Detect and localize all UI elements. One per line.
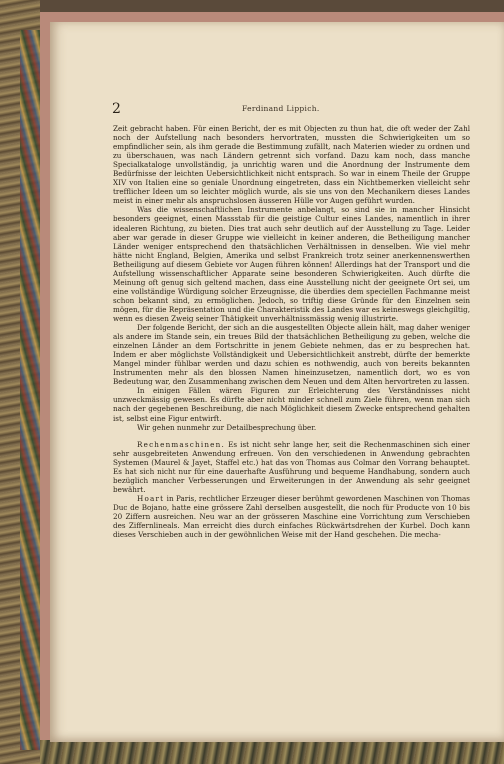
paragraph: Wir gehen nunmehr zur Detailbesprechung über.	[137, 422, 317, 432]
paragraph: Der folgende Bericht, der sich an die ausgestellten Objecte allein hält, mag daher weniger als andere im Stande sein, ein treues Bild der thatsächlichen Betheiligung zu geben, welche die einzelnen Länder an dem Fortschritte in jenem Gebiete nehmen, das er zu besprechen hat. Indem er aber möglichste Vollständigkeit und Uebersichtlichkeit anstrebt, dürfte der bemerkte Mangel minder fühlbar werden und dazu schien es nothwendig, auch von bereits bekannten Instrumenten mehr als den blossen Namen hineinzusetzen, namentlich dort, wo es von Bedeutung war, den Zusammenhang zwischen dem Neuen und dem Alten hervortreten zu lassen.	[113, 323, 470, 387]
section-text: in Paris, rechtlicher Erzeuger dieser berühmt gewordenen Maschinen von Thomas Duc de Bojano, hatte eine grössere Zahl derselben ausgestellt, die noch für Producte von 10 bis 20 Ziffern ausreichen. Neu war an der grösseren Maschine eine Vorrichtung zum Verschieben des Ziffernlineals. Man erreicht dies durch einfaches Rückwärtsdrehen der Kurbel. Doch kann dieses Verschieben auch in der gewöhnlichen Weise mit der Hand geschehen. Die mecha-	[113, 493, 470, 540]
section-paragraph	[113, 494, 470, 539]
marbled-bottom-edge	[40, 740, 504, 764]
section-heading: Rechenmaschinen.	[137, 439, 225, 449]
marbled-endpaper	[20, 30, 42, 750]
paragraph: Was die wissenschaftlichen Instrumente anbelangt, so sind sie in mancher Hinsicht besonders geeignet, einen Massstab für die geistige Cultur eines Landes, namentlich in ihrer idealeren Richtung, zu bieten. Dies trat auch sehr deutlich auf der Ausstellung zu Tage. Leider aber war gerade in dieser Gruppe wie vielleicht in keiner anderen, die Betheiligung mancher Länder weniger entsprechend den thatsächlichen Verhältnissen in denselben. Wie viel mehr hätte nicht England, Belgien, Amerika und selbst Frankreich trotz seiner anerkennenswerthen Betheiligung auf diesem Gebiete vor Augen führen können! Allerdings hat der Transport und die Aufstellung wissenschaftlicher Apparate seine besonderen Schwierigkeiten. Auch dürfte die Meinung oft genug sich geltend machen, dass eine Ausstellung nicht der geeignete Ort sei, um eine vollständige Würdigung solcher Erzeugnisse, die überdies dem speciellen Fachmanne meist schon bekannt sind, zu ermöglichen. Jedoch, so triftig diese Gründe für den Einzelnen sein mögen, für die Repräsentation und die Charakteristik des Landes war es keineswegs gleichgiltig, wenn es diesen Zweig seiner Thätigkeit unverhältnissmässig wenig illustrirte.	[113, 205, 470, 323]
maker-name: Hoart	[137, 493, 165, 503]
paragraph: Zeit gebracht haben. Für einen Bericht, der es mit Objecten zu thun hat, die oft weder der Zahl noch der Aufstellung nach besonders hervortraten, mussten die Schwierigkeiten um so empfindlicher sein, als ihm gerade die Bestimmung zufällt, nach Materien wieder zu ordnen und zu überschauen, was nach Ländern getrennt sich vorfand. Dazu kam noch, dass manche Specialkataloge unvollständig, ja unrichtig waren und die Anordnung der Instrumente dem Bedürfnisse der leichten Uebersichtlichkeit nicht entsprach. So war in einem Theile der Gruppe XIV von Italien eine so geniale Unordnung eingetreten, dass ein Nichtbemerken vielleicht sehr trefflicher Ideen um so leichter möglich wurde, als sie uns von den Mechanikern dieses Landes meist in einer mehr als anspruchslosen äusseren Hülle vor Augen geführt wurden.	[113, 124, 470, 206]
page-header	[112, 101, 472, 117]
body-text	[113, 124, 470, 539]
paragraph: In einigen Fällen wären Figuren zur Erleichterung des Verständnisses nicht unzweckmässig gewesen. Es dürfte aber nicht minder schnell zum Ziele führen, wenn man sich nach der gegebenen Beschreibung, die nach Möglichkeit diesem Zwecke entsprechend gehalten ist, selbst eine Figur entwirft.	[113, 386, 470, 423]
section-paragraph	[113, 440, 470, 494]
section-text: Es ist nicht sehr lange her, seit die Rechenmaschinen sich einer sehr ausgebreiteten Anwendung erfreuen. Von den verschiedenen in Anwendung gebrachten Systemen (Maurel & Jayet, Staffel etc.) hat das von Thomas aus Colmar den Vorrang behauptet. Es hat sich nicht nur für eine dauerhafte Ausführung und bequeme Handhabung, sondern auch bezüglich mancher Verbesserungen und Erweiterungen in der Anwendung als sehr geeignet bewährt.	[113, 439, 470, 494]
page-number: 2	[112, 101, 121, 117]
section-gap	[113, 432, 470, 440]
running-head: Ferdinand Lippich.	[242, 104, 320, 113]
